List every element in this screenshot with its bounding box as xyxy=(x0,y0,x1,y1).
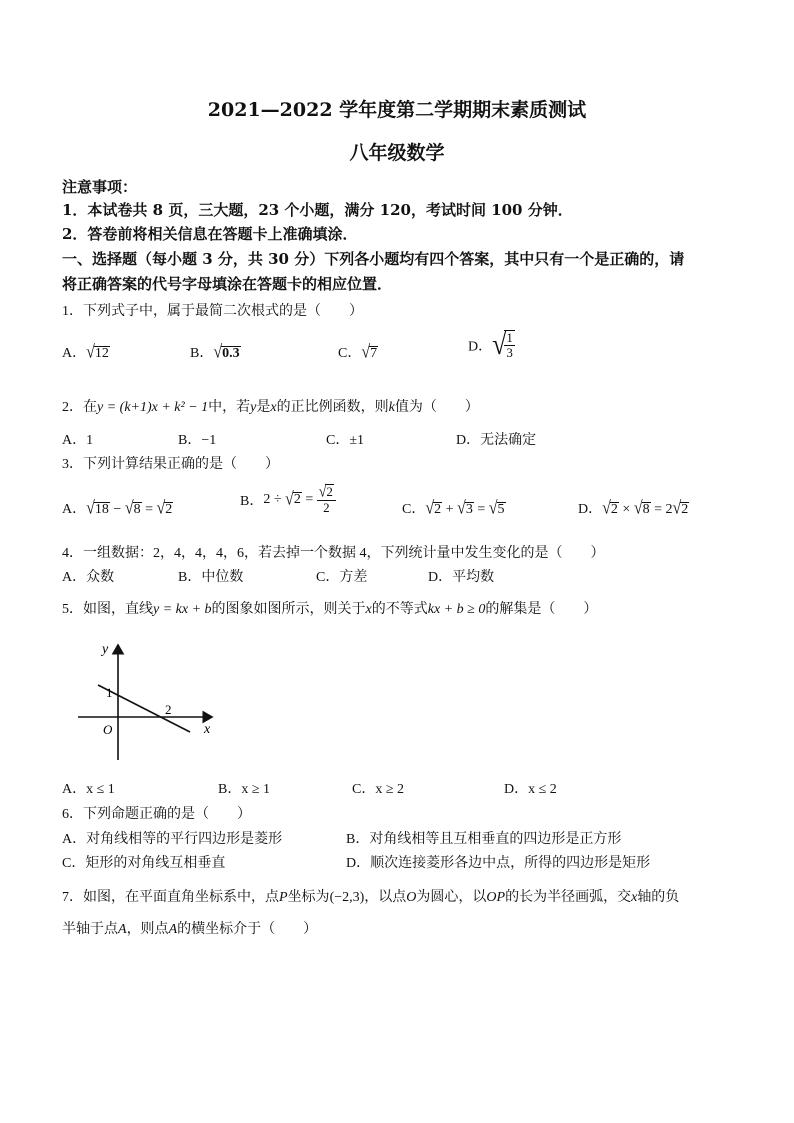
origin-label: O xyxy=(103,722,113,737)
q1-option-d-denominator: 3 xyxy=(506,345,513,361)
q3-option-c-op: + xyxy=(445,502,454,517)
q3-option-a-eq: = xyxy=(145,502,153,517)
q2-option-d: D．无法确定 xyxy=(456,433,537,448)
q7-line1-end: 的长为半径画弧，交 xyxy=(505,890,632,905)
q3-option-d-r3: 2 xyxy=(681,502,689,517)
q3-option-b xyxy=(240,484,336,516)
q3-option-a-r1: 18 xyxy=(94,502,109,517)
radical-icon: √ xyxy=(457,498,466,519)
q7-line2-pre: 半轴于点 xyxy=(62,922,118,937)
q2-var-k: k xyxy=(388,400,395,415)
notice-item-1: 1．本试卷共 8 页，三大题，23 个小题，满分 120，考试时间 100 分钟． xyxy=(62,201,573,219)
q3-option-b-num: 2 xyxy=(326,484,333,499)
q3-stem: 3．下列计算结果正确的是（ ） xyxy=(62,457,279,472)
q3-option-d-eq: = 2 xyxy=(654,502,673,517)
q3-option-b-label: B． xyxy=(240,493,264,509)
q3-option-a-label: A． xyxy=(62,502,87,517)
notice-item-2: 2．答卷前将相关信息在答题卡上准确填涂． xyxy=(62,225,358,243)
q2-var-y: y xyxy=(250,400,257,415)
q1-option-d-numerator: 1 xyxy=(506,330,513,345)
q2-stem-pre: 2．在 xyxy=(62,400,97,415)
q7-segment-op: OP xyxy=(486,890,506,905)
q7-coord: (−2,3) xyxy=(329,890,365,905)
q5-var-x: x xyxy=(365,602,372,617)
q2-stem xyxy=(62,396,479,416)
q3-option-c-eq: = xyxy=(477,502,486,517)
q2-option-a: A．1 xyxy=(62,433,94,448)
q3-option-c xyxy=(402,498,506,518)
q3-option-b-fraction xyxy=(317,484,336,516)
radical-icon: √ xyxy=(86,498,95,519)
q1-option-d-label: D． xyxy=(468,339,493,355)
q2-equation: y = (k+1)x + k² − 1 xyxy=(97,400,209,415)
q3-option-b-numerator xyxy=(317,484,336,501)
q5-option-b: B．x ≥ 1 xyxy=(218,782,271,797)
q7-point-a: A xyxy=(118,922,127,937)
radical-icon: √ xyxy=(488,498,498,519)
q2-var-x: x xyxy=(270,400,277,415)
q3-option-d-r1: 2 xyxy=(610,502,618,517)
q7-point-p: P xyxy=(279,890,288,905)
q4-stem: 4．一组数据：2，4，4，4，6，若去掉一个数据 4，下列统计量中发生变化的是（ ） xyxy=(62,546,605,561)
q3-option-a-r2: 8 xyxy=(133,502,141,517)
radical-icon: √ xyxy=(124,498,134,519)
q7-point-a-2: A xyxy=(168,922,178,937)
q1-option-d xyxy=(468,330,515,361)
x-axis-label: x xyxy=(204,722,211,737)
q3-option-d xyxy=(578,498,689,518)
q2-stem-post: 的正比例函数，则 xyxy=(276,400,389,415)
q7-var-x: x xyxy=(631,890,638,905)
q3-option-d-label: D． xyxy=(578,502,603,517)
radical-icon: √ xyxy=(602,498,611,519)
q5-inequality: kx + b ≥ 0 xyxy=(427,602,486,617)
q7-line1-mid2: ，以点 xyxy=(364,890,407,905)
q1-option-c xyxy=(338,342,378,362)
q1-option-b xyxy=(190,342,241,362)
q7-line1-tail: 轴的负 xyxy=(637,890,680,905)
q3-option-c-r2: 3 xyxy=(465,502,473,517)
q2-stem-is: 是 xyxy=(256,400,271,415)
q5-option-d: D．x ≤ 2 xyxy=(504,782,557,797)
q6-stem: 6．下列命题正确的是（ ） xyxy=(62,807,251,822)
q5-stem xyxy=(62,598,597,618)
q1-option-b-radicand: 0.3 xyxy=(222,346,240,361)
q7-line1-mid3: 为圆心，以 xyxy=(416,890,487,905)
q3-option-b-pre: 2 ÷ xyxy=(263,491,282,507)
y-intercept-label: 1 xyxy=(106,685,113,700)
q7-line2-mid: ，则点 xyxy=(126,922,169,937)
q2-option-c: C．±1 xyxy=(326,433,365,448)
q6-option-a: A．对角线相等的平行四边形是菱形 xyxy=(62,832,283,847)
section-1-instruction-line1: 一、选择题（每小题 3 分，共 30 分）下列各小题均有四个答案，其中只有一个是正确的，请 xyxy=(62,250,685,268)
radical-icon: √ xyxy=(318,483,327,502)
q3-option-d-r2: 8 xyxy=(642,502,650,517)
q7-point-o: O xyxy=(406,890,417,905)
q4-option-d: D．平均数 xyxy=(428,570,495,585)
q6-option-d: D．顺次连接菱形各边中点，所得的四边形是矩形 xyxy=(346,856,651,871)
q5-option-a: A．x ≤ 1 xyxy=(62,782,115,797)
q5-stem-mid: 的图象如图所示，则关于 xyxy=(211,602,366,617)
notice-heading: 注意事项： xyxy=(62,178,138,196)
q5-equation: y = kx + b xyxy=(153,602,212,617)
q1-option-a-label: A． xyxy=(62,346,87,361)
q3-option-b-eq: = xyxy=(305,491,314,507)
q3-option-b-denominator: 2 xyxy=(323,500,330,516)
q3-option-a-r3: 2 xyxy=(165,502,173,517)
radical-icon: √ xyxy=(285,489,294,510)
q5-option-c: C．x ≥ 2 xyxy=(352,782,405,797)
radical-icon: √ xyxy=(672,498,682,519)
q2-option-b: B．−1 xyxy=(178,433,217,448)
q2-stem-end: 值为（ ） xyxy=(394,400,479,415)
q7-line2-end: 的横坐标介于（ ） xyxy=(177,922,318,937)
radical-icon: √ xyxy=(361,342,371,363)
q1-option-a xyxy=(62,342,110,362)
q1-option-c-label: C． xyxy=(338,346,362,361)
radical-icon: √ xyxy=(86,342,95,363)
radical-icon: √ xyxy=(213,342,223,363)
q5-stem-mid2: 的不等式 xyxy=(371,602,428,617)
q1-option-c-radicand: 7 xyxy=(370,346,378,361)
q4-option-a: A．众数 xyxy=(62,570,115,585)
q2-stem-mid: 中，若 xyxy=(208,400,251,415)
q5-stem-pre: 5．如图，直线 xyxy=(62,602,153,617)
x-intercept-label: 2 xyxy=(165,702,172,717)
q1-option-b-label: B． xyxy=(190,346,214,361)
q3-option-c-r3: 5 xyxy=(497,502,505,517)
q5-stem-end: 的解集是（ ） xyxy=(485,602,598,617)
radical-icon: √ xyxy=(156,498,166,519)
radical-icon: √ xyxy=(633,498,643,519)
q3-option-b-r1: 2 xyxy=(293,492,301,507)
exam-subtitle: 八年级数学 xyxy=(349,142,445,164)
q4-option-b: B．中位数 xyxy=(178,570,244,585)
q3-option-d-op: × xyxy=(622,502,631,517)
q5-graph-figure xyxy=(70,635,230,765)
q7-stem-line1 xyxy=(62,886,679,906)
radical-icon: √ xyxy=(425,498,435,519)
q1-option-a-radicand: 12 xyxy=(94,346,109,361)
section-1-instruction-line2: 将正确答案的代号字母填涂在答题卡的相应位置． xyxy=(62,275,393,293)
q6-option-c: C．矩形的对角线互相垂直 xyxy=(62,856,226,871)
q4-option-c: C．方差 xyxy=(316,570,368,585)
q1-stem: 1．下列式子中，属于最简二次根式的是（ ） xyxy=(62,304,363,319)
y-axis-label: y xyxy=(102,642,109,657)
radical-icon: √ xyxy=(492,328,507,362)
q3-option-c-r1: 2 xyxy=(434,502,442,517)
q3-option-a xyxy=(62,498,173,518)
q3-option-a-op: − xyxy=(113,502,122,517)
q3-option-c-label: C． xyxy=(402,502,426,517)
q7-line1-mid: 坐标为 xyxy=(287,890,330,905)
q7-stem-line2 xyxy=(62,918,317,938)
q6-option-b: B．对角线相等且互相垂直的四边形是正方形 xyxy=(346,832,622,847)
q7-line1-pre: 7．如图，在平面直角坐标系中，点 xyxy=(62,890,279,905)
exam-title: 2021—2022 学年度第二学期期末素质测试 xyxy=(207,99,587,121)
